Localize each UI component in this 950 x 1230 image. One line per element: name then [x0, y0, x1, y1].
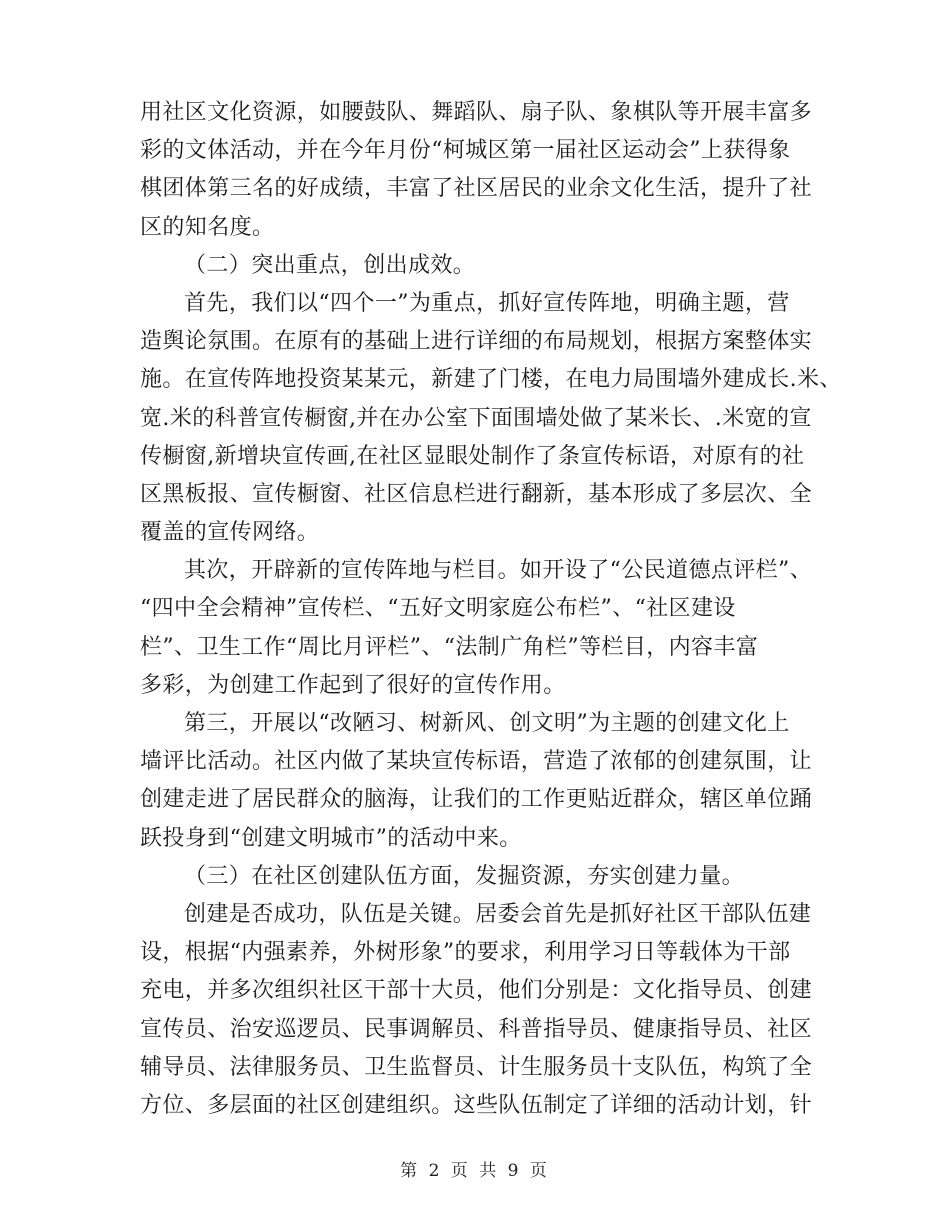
text-line: 创建走进了居民群众的脑海，让我们的工作更贴近群众，辖区单位踊 — [140, 787, 813, 813]
text-line: 宣传员、治安巡逻员、民事调解员、科普指导员、健康指导员、社区 — [140, 1016, 813, 1042]
text-line: 棋团体第三名的好成绩，丰富了社区居民的业余文化生活，提升了社 — [140, 176, 813, 202]
text-line: 首先，我们以“四个一”为重点，抓好宣传阵地，明确主题，营 — [184, 290, 790, 316]
page-number-footer: 第 2 页 共 9 页 — [400, 1161, 550, 1181]
text-line: 其次，开辟新的宣传阵地与栏目。如开设了“公民道德点评栏”、 — [184, 558, 813, 584]
text-line: 方位、多层面的社区创建组织。这些队伍制定了详细的活动计划，针 — [140, 1092, 813, 1118]
section-heading: （三）在社区创建队伍方面，发掘资源，夯实创建力量。 — [184, 863, 745, 889]
text-line: 区的知名度。 — [140, 214, 275, 240]
text-line: 传橱窗,新增块宣传画,在社区显眼处制作了条宣传标语，对原有的社 — [140, 443, 805, 469]
text-line: 彩的文体活动，并在今年月份“柯城区第一届社区运动会”上获得象 — [140, 138, 791, 164]
text-line: 设，根据“内强素养，外树形象”的要求，利用学习日等载体为干部 — [140, 940, 791, 966]
text-line: 造舆论氛围。在原有的基础上进行详细的布局规划，根据方案整体实 — [140, 329, 813, 355]
text-line: “四中全会精神”宣传栏、“五好文明家庭公布栏”、“社区建设 — [140, 596, 736, 622]
text-line: 区黑板报、宣传橱窗、社区信息栏进行翻新，基本形成了多层次、全 — [140, 481, 813, 507]
text-line: 覆盖的宣传网络。 — [140, 520, 320, 546]
text-line: 墙评比活动。社区内做了某块宣传标语，营造了浓郁的创建氛围，让 — [140, 749, 813, 775]
text-line: 辅导员、法律服务员、卫生监督员、计生服务员十支队伍，构筑了全 — [140, 1054, 813, 1080]
text-line: 多彩，为创建工作起到了很好的宣传作用。 — [140, 672, 566, 698]
text-line: 施。在宣传阵地投资某某元，新建了门楼，在电力局围墙外建成长.米、 — [140, 367, 842, 393]
text-line: 第三，开展以“改陋习、树新风、创文明”为主题的创建文化上 — [184, 711, 790, 736]
text-line: 充电，并多次组织社区干部十大员，他们分别是：文化指导员、创建 — [140, 978, 813, 1004]
text-line: 用社区文化资源，如腰鼓队、舞蹈队、扇子队、象棋队等开展丰富多 — [140, 100, 813, 125]
text-line: 创建是否成功，队伍是关键。居委会首先是抓好社区干部队伍建 — [184, 901, 812, 927]
text-line: 宽.米的科普宣传橱窗,并在办公室下面围墙处做了某米长、.米宽的宣 — [140, 405, 812, 431]
text-line: 跃投身到“创建文明城市”的活动中来。 — [140, 825, 522, 851]
section-heading: （二）突出重点，创出成效。 — [184, 252, 476, 278]
text-line: 栏”、卫生工作“周比月评栏”、“法制广角栏”等栏目，内容丰富 — [140, 634, 759, 660]
body-text — [140, 94, 842, 1125]
